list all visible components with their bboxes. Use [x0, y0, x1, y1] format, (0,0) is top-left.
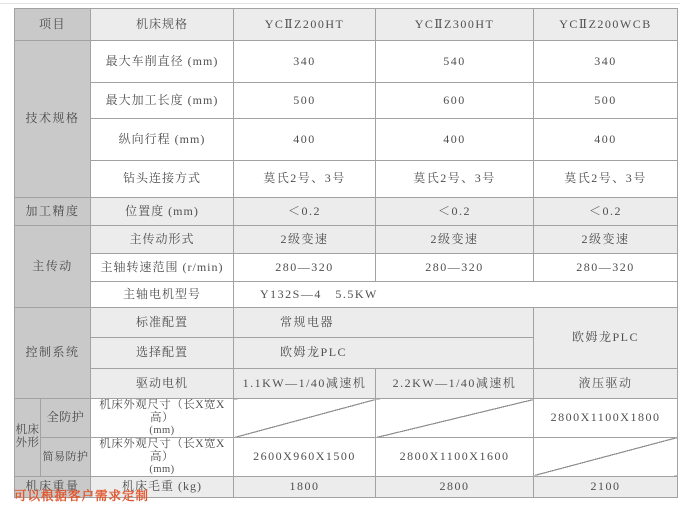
- full-guard-label-line1: 机床外观尺寸（长X宽X高）: [99, 399, 225, 425]
- simple-guard-na-cell-3: [534, 437, 678, 476]
- turning-diameter-value-2: 540: [376, 41, 534, 83]
- header-spec: 机床规格: [91, 9, 234, 41]
- spindle-speed-value-2: 280—320: [376, 254, 534, 282]
- drive-motor-value-3: 液压驱动: [534, 369, 678, 399]
- row-longitudinal-travel-label: 纵向行程 (mm): [91, 119, 234, 161]
- standard-config-merged-value: 常规电器: [234, 308, 534, 338]
- gross-weight-value-2: 2800: [376, 476, 534, 497]
- category-machine-shape: [15, 399, 41, 477]
- row-optional-config-label: 选择配置: [91, 338, 234, 369]
- simple-guard-label-line1: 机床外观尺寸（长X宽X高）: [99, 437, 225, 464]
- longitudinal-travel-value-1: 400: [234, 119, 376, 161]
- custom-note: 可以根据客户需求定制: [14, 489, 150, 503]
- gross-weight-value-1: 1800: [234, 476, 376, 497]
- row-gross-weight-label: 机床毛重 (kg): [91, 476, 234, 497]
- row-turning-diameter-label: 最大车削直径 (mm): [91, 41, 234, 83]
- row-drill-connection-label: 钻头连接方式: [91, 161, 234, 198]
- spec-table: [14, 8, 678, 498]
- position-accuracy-value-3: ＜0.2: [534, 198, 678, 226]
- machine-shape-line2: 外形: [15, 437, 40, 450]
- row-drive-type-label: 主传动形式: [91, 226, 234, 254]
- row-spindle-motor-label: 主轴电机型号: [91, 282, 234, 308]
- full-guard-na-cell-1: [234, 399, 376, 438]
- simple-guard-value-1: 2600X960X1500: [234, 437, 376, 476]
- spindle-speed-value-1: 280—320: [234, 254, 376, 282]
- drill-connection-value-2: 莫氏2号、3号: [376, 161, 534, 198]
- row-position-accuracy-label: 位置度 (mm): [91, 198, 234, 226]
- full-guard-na-cell-2: [376, 399, 534, 438]
- page-top-divider: [0, 3, 680, 4]
- spindle-speed-value-3: 280—320: [534, 254, 678, 282]
- category-full-guard: 全防护: [41, 399, 91, 438]
- category-machine-weight: 机床重量: [15, 476, 91, 497]
- row-drive-motor-label: 驱动电机: [91, 369, 234, 399]
- full-guard-value-3: 2800X1100X1800: [534, 399, 678, 438]
- drive-motor-value-2: 2.2KW—1/40减速机: [376, 369, 534, 399]
- optional-config-merged-value: 欧姆龙PLC: [234, 338, 534, 369]
- drive-type-value-1: 2级变速: [234, 226, 376, 254]
- header-model-z300ht: YCⅡZ300HT: [376, 9, 534, 41]
- header-model-z200ht: YCⅡZ200HT: [234, 9, 376, 41]
- category-control-system: 控制系统: [15, 308, 91, 399]
- longitudinal-travel-value-3: 400: [534, 119, 678, 161]
- header-item: 项目: [15, 9, 91, 41]
- turning-diameter-value-1: 340: [234, 41, 376, 83]
- config-col3-merged-value: 欧姆龙PLC: [534, 308, 678, 369]
- drive-type-value-3: 2级变速: [534, 226, 678, 254]
- row-working-length-label: 最大加工长度 (mm): [91, 83, 234, 119]
- longitudinal-travel-value-2: 400: [376, 119, 534, 161]
- working-length-value-1: 500: [234, 83, 376, 119]
- category-simple-guard: 简易防护: [41, 437, 91, 476]
- row-spindle-speed-label: 主轴转速范围 (r/min): [91, 254, 234, 282]
- simple-guard-value-2: 2800X1100X1600: [376, 437, 534, 476]
- category-main-drive: 主传动: [15, 226, 91, 308]
- machine-shape-line1: 机床: [15, 424, 40, 437]
- category-accuracy: 加工精度: [15, 198, 91, 226]
- working-length-value-2: 600: [376, 83, 534, 119]
- position-accuracy-value-1: ＜0.2: [234, 198, 376, 226]
- gross-weight-value-3: 2100: [534, 476, 678, 497]
- drill-connection-value-1: 莫氏2号、3号: [234, 161, 376, 198]
- working-length-value-3: 500: [534, 83, 678, 119]
- drive-type-value-2: 2级变速: [376, 226, 534, 254]
- row-standard-config-label: 标准配置: [91, 308, 234, 338]
- row-simple-guard-label: [91, 437, 234, 476]
- position-accuracy-value-2: ＜0.2: [376, 198, 534, 226]
- drive-motor-value-1: 1.1KW—1/40减速机: [234, 369, 376, 399]
- category-tech-spec: 技术规格: [15, 41, 91, 198]
- turning-diameter-value-3: 340: [534, 41, 678, 83]
- drill-connection-value-3: 莫氏2号、3号: [534, 161, 678, 198]
- full-guard-label-line2: (mm): [149, 425, 175, 437]
- header-model-z200wcb: YCⅡZ200WCB: [534, 9, 678, 41]
- spindle-motor-merged-value: Y132S—4 5.5KW: [234, 282, 678, 308]
- row-full-guard-label: [91, 399, 234, 438]
- simple-guard-label-line2: (mm): [149, 464, 175, 476]
